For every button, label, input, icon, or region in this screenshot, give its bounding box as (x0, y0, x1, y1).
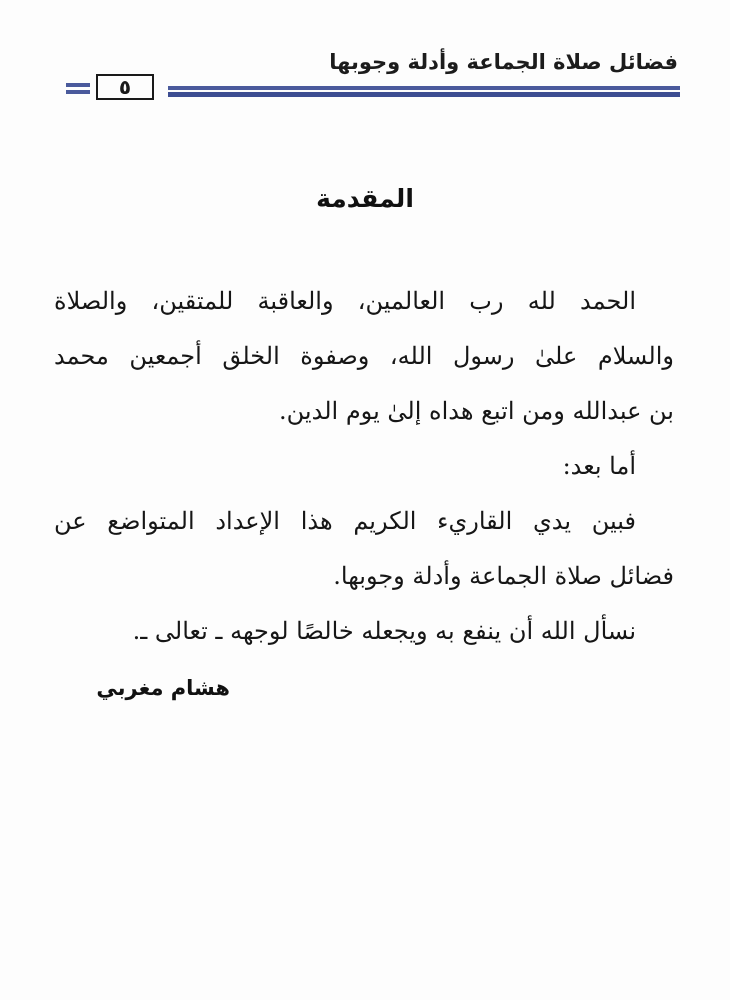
header-rule-bottom (168, 92, 680, 97)
body-line: بن عبدالله ومن اتبع هداه إلىٰ يوم الدين. (279, 397, 674, 425)
body-text (54, 278, 674, 663)
page-number: ٥ (96, 74, 154, 100)
author-signature: هشام مغربي (96, 676, 230, 700)
body-line: فضائل صلاة الجماعة وأدلة وجوبها. (333, 562, 674, 590)
page-number-bar-bottom (66, 90, 90, 94)
body-line: الحمد لله رب العالمين، والعاقبة للمتقين، والصلاة (54, 287, 636, 315)
header-rule-top (168, 86, 680, 90)
running-title: فضائل صلاة الجماعة وأدلة وجوبها (329, 50, 678, 74)
body-line: والسلام علىٰ رسول الله، وصفوة الخلق أجمعين محمد (54, 342, 674, 370)
body-line: أما بعد: (562, 452, 636, 480)
body-line: نسأل الله أن ينفع به ويجعله خالصًا لوجهه ـ تعالى ـ. (132, 617, 636, 645)
section-heading: المقدمة (316, 184, 414, 213)
body-line: فبين يدي القاريء الكريم هذا الإعداد المتواضع عن (54, 507, 636, 535)
page-number-bar-top (66, 83, 90, 87)
